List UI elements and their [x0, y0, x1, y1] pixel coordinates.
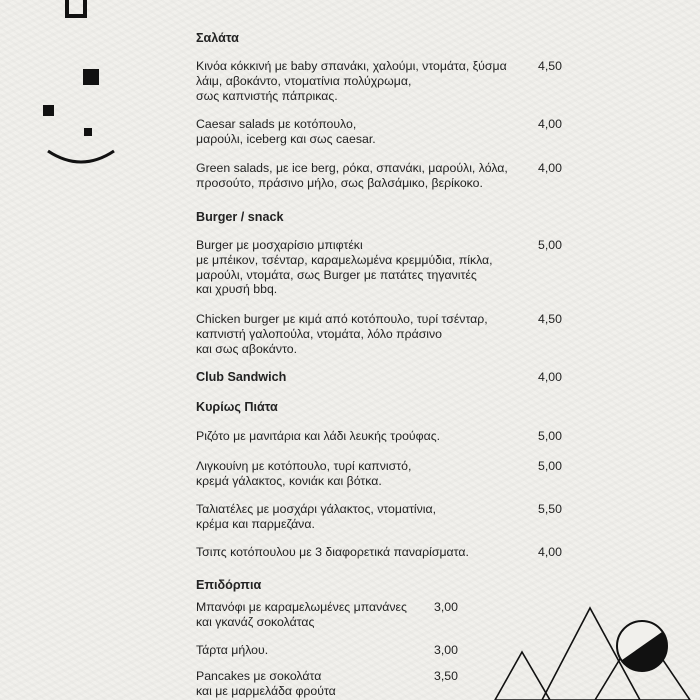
item-description: Chicken burger με κιμά από κοτόπουλο, τυρί τσένταρ, καπνιστή γαλοπούλα, ντομάτα, λόλο πράσινο και σως αβοκάντο.: [196, 312, 488, 356]
item-description: Λιγκουίνη με κοτόπουλο, τυρί καπνιστό, κρεμά γάλακτος, κονιάκ και βότκα.: [196, 459, 412, 488]
outline-square-decoration: [65, 0, 87, 18]
menu-item: [196, 502, 562, 532]
menu-item: [196, 545, 562, 560]
item-description: Τσιπς κοτόπουλου με 3 διαφορετικά παναρίσματα.: [196, 545, 469, 559]
square-decoration: [84, 128, 92, 136]
square-decoration: [83, 69, 99, 85]
item-description: Green salads, με ice berg, ρόκα, σπανάκι, μαρούλι, λόλα, προσούτο, πράσινο μήλο, σως βαλσάμικο, βερίκοκο.: [196, 161, 508, 190]
item-description: Μπανόφι με καραμελωμένες μπανάνες και γκανάζ σοκολάτας: [196, 600, 407, 629]
square-decoration: [43, 105, 54, 116]
menu-item: [196, 643, 458, 658]
item-description: Pancakes με σοκολάτα και με μαρμελάδα φρούτα: [196, 669, 336, 698]
item-description: Caesar salads με κοτόπουλο, μαρούλι, iceberg και σως caesar.: [196, 117, 376, 146]
item-price: 4,00: [538, 545, 562, 559]
section-title-club-sandwich: Club Sandwich: [196, 370, 287, 384]
section-title-desserts: Επιδόρπια: [196, 578, 262, 592]
item-price: 4,50: [538, 312, 562, 326]
section-title-salads: Σαλάτα: [196, 31, 239, 45]
item-price: 5,00: [538, 459, 562, 473]
item-description: Ριζότο με μανιτάρια και λάδι λευκής τρούφας.: [196, 429, 441, 443]
smile-arc-decoration: [44, 145, 118, 167]
menu-item: [196, 117, 562, 147]
item-description: Κινόα κόκκινή με baby σπανάκι, χαλούμι, ντομάτα, ξύσμα λάιμ, αβοκάντο, ντοματίνια πολύχρωμα, σως καπνιστής πάπρικας.: [196, 59, 507, 103]
item-price: 4,00: [538, 161, 562, 175]
menu-item: [196, 238, 562, 297]
section-title-burger: Burger / snack: [196, 210, 284, 224]
item-price: 4,50: [538, 59, 562, 73]
menu-item: [196, 312, 562, 356]
item-price: 3,00: [434, 600, 458, 614]
menu-item: [196, 669, 458, 699]
menu-item: [196, 161, 562, 191]
menu-item: [196, 600, 458, 630]
item-price: 3,50: [434, 669, 458, 683]
menu-item: [196, 370, 562, 385]
menu-item: [196, 429, 562, 444]
item-price: 5,00: [538, 429, 562, 443]
item-description: Ταλιατέλες με μοσχάρι γάλακτος, ντοματίνια, κρέμα και παρμεζάνα.: [196, 502, 437, 531]
item-price: 5,50: [538, 502, 562, 516]
item-description: Burger με μοσχαρίσιο μπιφτέκι με μπέικον, τσένταρ, καραμελωμένα κρεμμύδια, πίκλα, μαρούλι, ντομάτα, σως Burger με πατάτες τηγανιτές και χρυσή bbq.: [196, 238, 493, 297]
menu-item: [196, 459, 562, 489]
item-price: 5,00: [538, 238, 562, 252]
menu-item: [196, 59, 562, 103]
mountains-decoration: [480, 600, 700, 700]
item-price: 4,00: [538, 370, 562, 384]
section-title-main-courses: Κυρίως Πιάτα: [196, 400, 278, 414]
item-description: Τάρτα μήλου.: [196, 643, 269, 657]
item-price: 4,00: [538, 117, 562, 131]
item-price: 3,00: [434, 643, 458, 657]
